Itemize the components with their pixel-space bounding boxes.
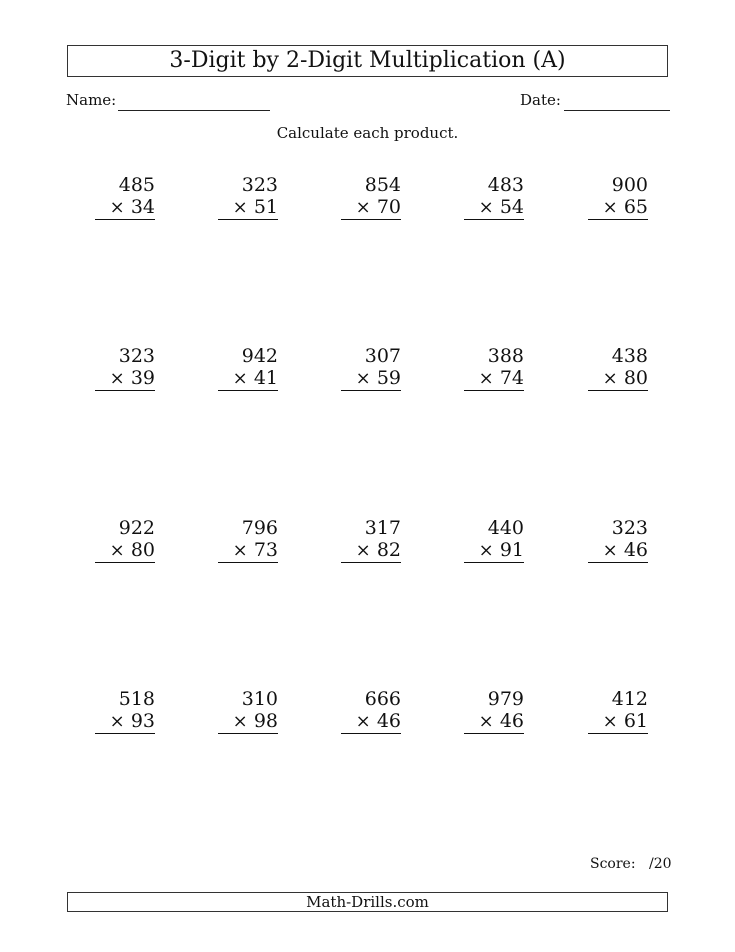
problem <box>464 174 524 220</box>
multiply-sign: × <box>232 711 248 732</box>
problem <box>341 345 401 391</box>
multiplicand: 310 <box>241 688 278 710</box>
worksheet-title-text: 3-Digit by 2-Digit Multiplication (A) <box>169 48 566 73</box>
multiplicand: 317 <box>364 517 401 539</box>
multiplicand: 323 <box>118 345 155 367</box>
multiplicand: 942 <box>241 345 278 367</box>
multiplier-row <box>218 196 278 220</box>
multiplicand: 483 <box>487 174 524 196</box>
problem <box>218 174 278 220</box>
problem <box>95 345 155 391</box>
multiplier-row <box>218 539 278 563</box>
multiplier: 46 <box>499 710 524 732</box>
problem <box>218 688 278 734</box>
multiplier-row <box>218 710 278 734</box>
multiplier: 59 <box>376 367 401 389</box>
multiplier-row <box>464 367 524 391</box>
problem <box>588 174 648 220</box>
multiply-sign: × <box>602 711 618 732</box>
multiplicand: 323 <box>241 174 278 196</box>
multiplicand: 518 <box>118 688 155 710</box>
multiply-sign: × <box>109 711 125 732</box>
multiplicand: 979 <box>487 688 524 710</box>
multiply-sign: × <box>602 540 618 561</box>
multiply-sign: × <box>355 711 371 732</box>
multiplier: 98 <box>253 710 278 732</box>
multiplier: 51 <box>253 196 278 218</box>
multiplicand: 900 <box>611 174 648 196</box>
multiplier-row <box>588 539 648 563</box>
footer <box>67 892 668 912</box>
score-label: Score: <box>590 856 636 872</box>
multiplicand: 854 <box>364 174 401 196</box>
multiply-sign: × <box>355 368 371 389</box>
multiplicand: 922 <box>118 517 155 539</box>
multiplicand: 666 <box>364 688 401 710</box>
problem <box>464 517 524 563</box>
footer-text: Math-Drills.com <box>306 892 429 911</box>
multiplier: 46 <box>376 710 401 732</box>
problem <box>341 517 401 563</box>
instructions: Calculate each product. <box>276 124 459 142</box>
problem <box>464 345 524 391</box>
multiply-sign: × <box>232 540 248 561</box>
multiplier-row <box>464 539 524 563</box>
multiplier-row <box>464 710 524 734</box>
problem <box>218 517 278 563</box>
multiplicand: 307 <box>364 345 401 367</box>
multiplier-row <box>588 196 648 220</box>
problem <box>218 345 278 391</box>
multiplier: 61 <box>623 710 648 732</box>
multiplier: 74 <box>499 367 524 389</box>
multiply-sign: × <box>478 540 494 561</box>
multiplicand: 388 <box>487 345 524 367</box>
multiplier-row <box>95 196 155 220</box>
multiplier-row <box>341 710 401 734</box>
name-label: Name: <box>66 91 117 109</box>
multiplicand: 440 <box>487 517 524 539</box>
multiply-sign: × <box>109 197 125 218</box>
problem <box>588 688 648 734</box>
multiplier-row <box>588 367 648 391</box>
multiplier: 80 <box>130 539 155 561</box>
multiplicand: 323 <box>611 517 648 539</box>
problem <box>464 688 524 734</box>
multiplier: 39 <box>130 367 155 389</box>
problem <box>95 174 155 220</box>
multiplier-row <box>341 539 401 563</box>
multiplier-row <box>95 710 155 734</box>
multiply-sign: × <box>602 197 618 218</box>
multiplier-row <box>95 367 155 391</box>
multiplicand: 796 <box>241 517 278 539</box>
problem <box>95 517 155 563</box>
multiply-sign: × <box>478 711 494 732</box>
multiplier: 80 <box>623 367 648 389</box>
worksheet-title <box>67 45 668 77</box>
multiply-sign: × <box>355 197 371 218</box>
multiply-sign: × <box>478 368 494 389</box>
problem <box>588 517 648 563</box>
multiplier-row <box>588 710 648 734</box>
multiply-sign: × <box>355 540 371 561</box>
multiplier-row <box>341 196 401 220</box>
multiplier: 46 <box>623 539 648 561</box>
multiply-sign: × <box>478 197 494 218</box>
multiplier: 34 <box>130 196 155 218</box>
date-field[interactable] <box>564 110 670 111</box>
multiply-sign: × <box>602 368 618 389</box>
multiplier-row <box>95 539 155 563</box>
multiplier: 65 <box>623 196 648 218</box>
multiplier-row <box>464 196 524 220</box>
multiplicand: 412 <box>611 688 648 710</box>
problem <box>95 688 155 734</box>
multiplicand: 438 <box>611 345 648 367</box>
multiplier: 91 <box>499 539 524 561</box>
multiplier: 54 <box>499 196 524 218</box>
problem <box>341 174 401 220</box>
problem <box>588 345 648 391</box>
date-label: Date: <box>520 91 561 109</box>
multiplier: 70 <box>376 196 401 218</box>
multiplier: 82 <box>376 539 401 561</box>
multiplier-row <box>341 367 401 391</box>
multiplier: 41 <box>253 367 278 389</box>
multiplicand: 485 <box>118 174 155 196</box>
multiplier-row <box>218 367 278 391</box>
multiplier: 93 <box>130 710 155 732</box>
multiplier: 73 <box>253 539 278 561</box>
multiply-sign: × <box>109 540 125 561</box>
name-field[interactable] <box>118 110 270 111</box>
problem <box>341 688 401 734</box>
multiply-sign: × <box>109 368 125 389</box>
multiply-sign: × <box>232 197 248 218</box>
multiply-sign: × <box>232 368 248 389</box>
score-total: /20 <box>649 856 672 872</box>
